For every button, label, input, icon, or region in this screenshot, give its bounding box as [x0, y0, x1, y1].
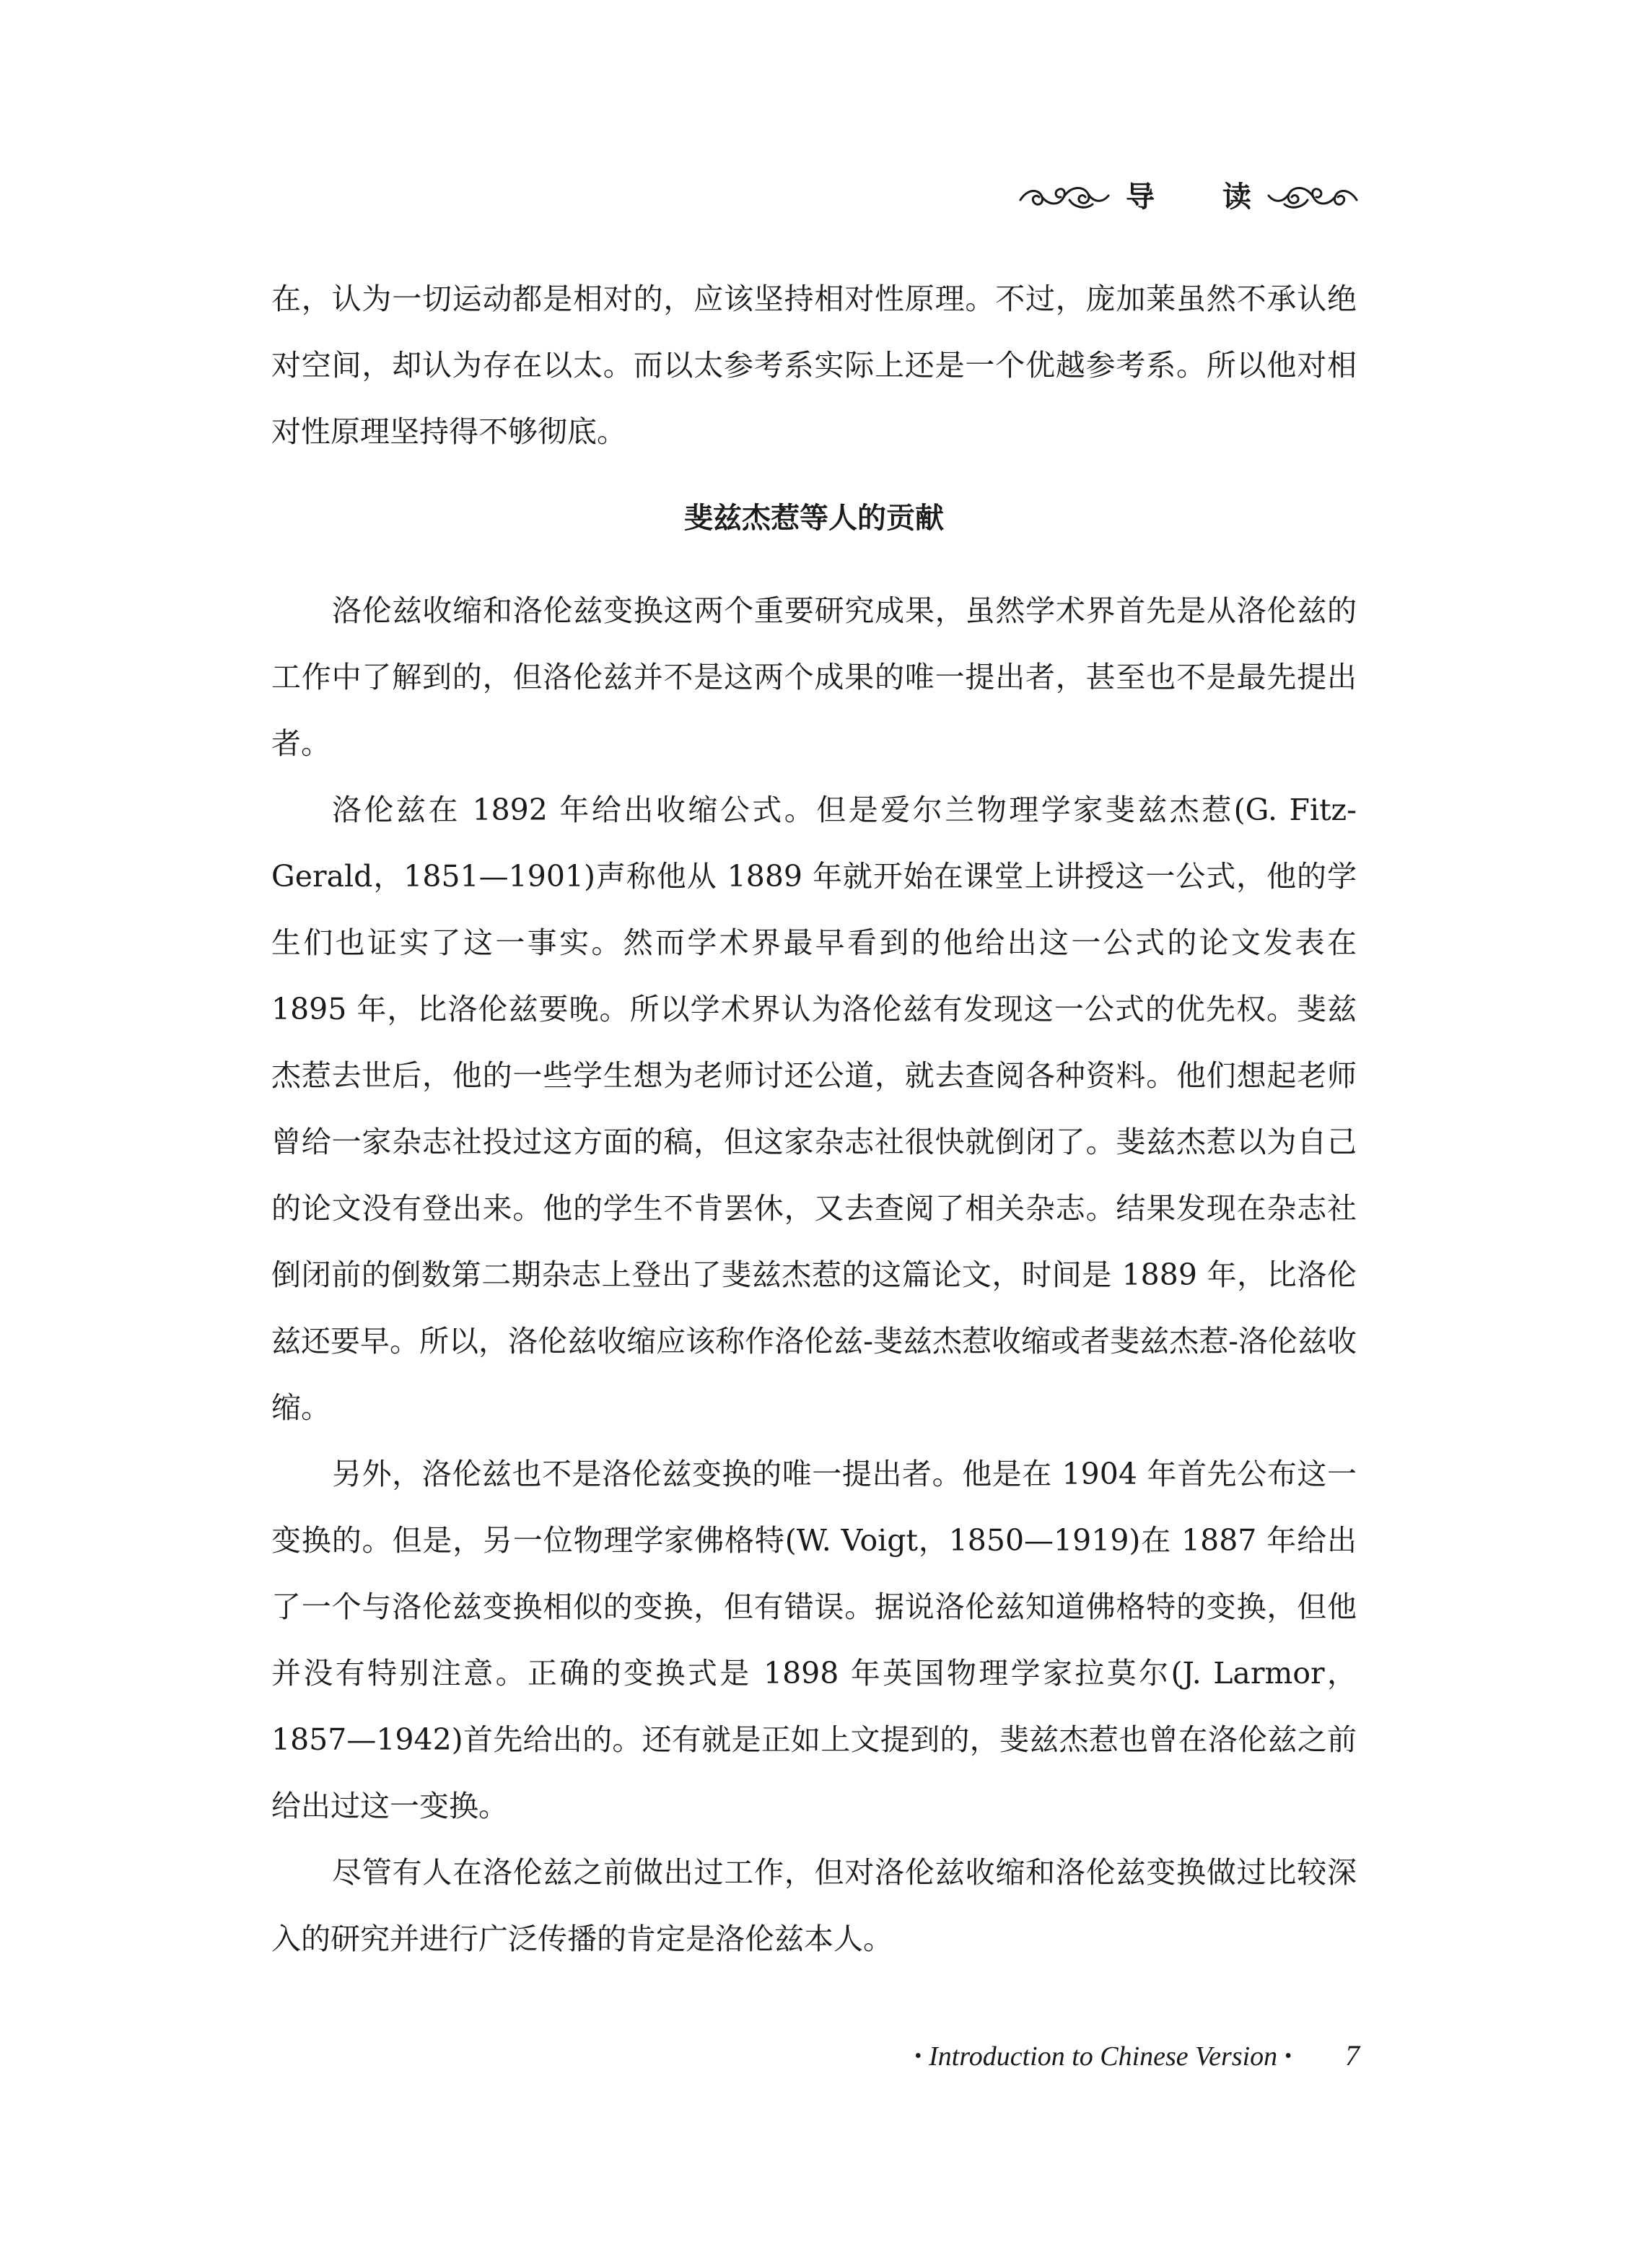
scroll-ornament-icon	[1266, 181, 1360, 213]
section-heading: 斐兹杰惹等人的贡献	[684, 502, 944, 535]
footer-title: • Introduction to Chinese Version •	[907, 2041, 1299, 2072]
page-footer	[907, 2038, 1360, 2072]
paragraph-continued: 在，认为一切运动都是相对的，应该坚持相对性原理。不过，庞加莱虽然不承认绝对空间，却认为存在以太。而以太参考系实际上还是一个优越参考系。所以他对相对性原理坚持得不够彻底。	[271, 282, 1357, 449]
running-head-title: 导 读	[1126, 180, 1280, 214]
scroll-ornament-icon	[1017, 181, 1111, 213]
paragraph: 另外，洛伦兹也不是洛伦兹变换的唯一提出者。他是在 1904 年首先公布这一变换的。但是，另一位物理学家佛格特(W. Voigt，1850—1919)在 1887 年给出了一个与洛伦兹变换相似的变换，但有错误。据说洛伦兹知道佛格特的变换，但他并没有特别注意。正确的变换式是 1898 年英国物理学家拉莫尔(J. Larmor，1857—1942)首先给出的。还有就是正如上文提到的，斐兹杰惹也曾在洛伦兹之前给出过这一变换。	[271, 1457, 1357, 1823]
running-head	[1017, 172, 1360, 222]
paragraph: 尽管有人在洛伦兹之前做出过工作，但对洛伦兹收缩和洛伦兹变换做过比较深入的研究并进行广泛传播的肯定是洛伦兹本人。	[271, 1855, 1357, 1956]
body-text	[271, 266, 1357, 1972]
paragraph: 洛伦兹收缩和洛伦兹变换这两个重要研究成果，虽然学术界首先是从洛伦兹的工作中了解到的，但洛伦兹并不是这两个成果的唯一提出者，甚至也不是最先提出者。	[271, 593, 1357, 761]
paragraph: 洛伦兹在 1892 年给出收缩公式。但是爱尔兰物理学家斐兹杰惹(G. Fitz-Gerald，1851—1901)声称他从 1889 年就开始在课堂上讲授这一公式，他的学生们也证实了这一事实。然而学术界最早看到的他给出这一公式的论文发表在 1895 年，比洛伦兹要晚。所以学术界认为洛伦兹有发现这一公式的优先权。斐兹杰惹去世后，他的一些学生想为老师讨还公道，就去查阅各种资料。他们想起老师曾给一家杂志社投过这方面的稿，但这家杂志社很快就倒闭了。斐兹杰惹以为自己的论文没有登出来。他的学生不肯罢休，又去查阅了相关杂志。结果发现在杂志社倒闭前的倒数第二期杂志上登出了斐兹杰惹的这篇论文，时间是 1889 年，比洛伦兹还要早。所以，洛伦兹收缩应该称作洛伦兹-斐兹杰惹收缩或者斐兹杰惹-洛伦兹收缩。	[271, 793, 1357, 1425]
page-number: 7	[1345, 2039, 1360, 2072]
